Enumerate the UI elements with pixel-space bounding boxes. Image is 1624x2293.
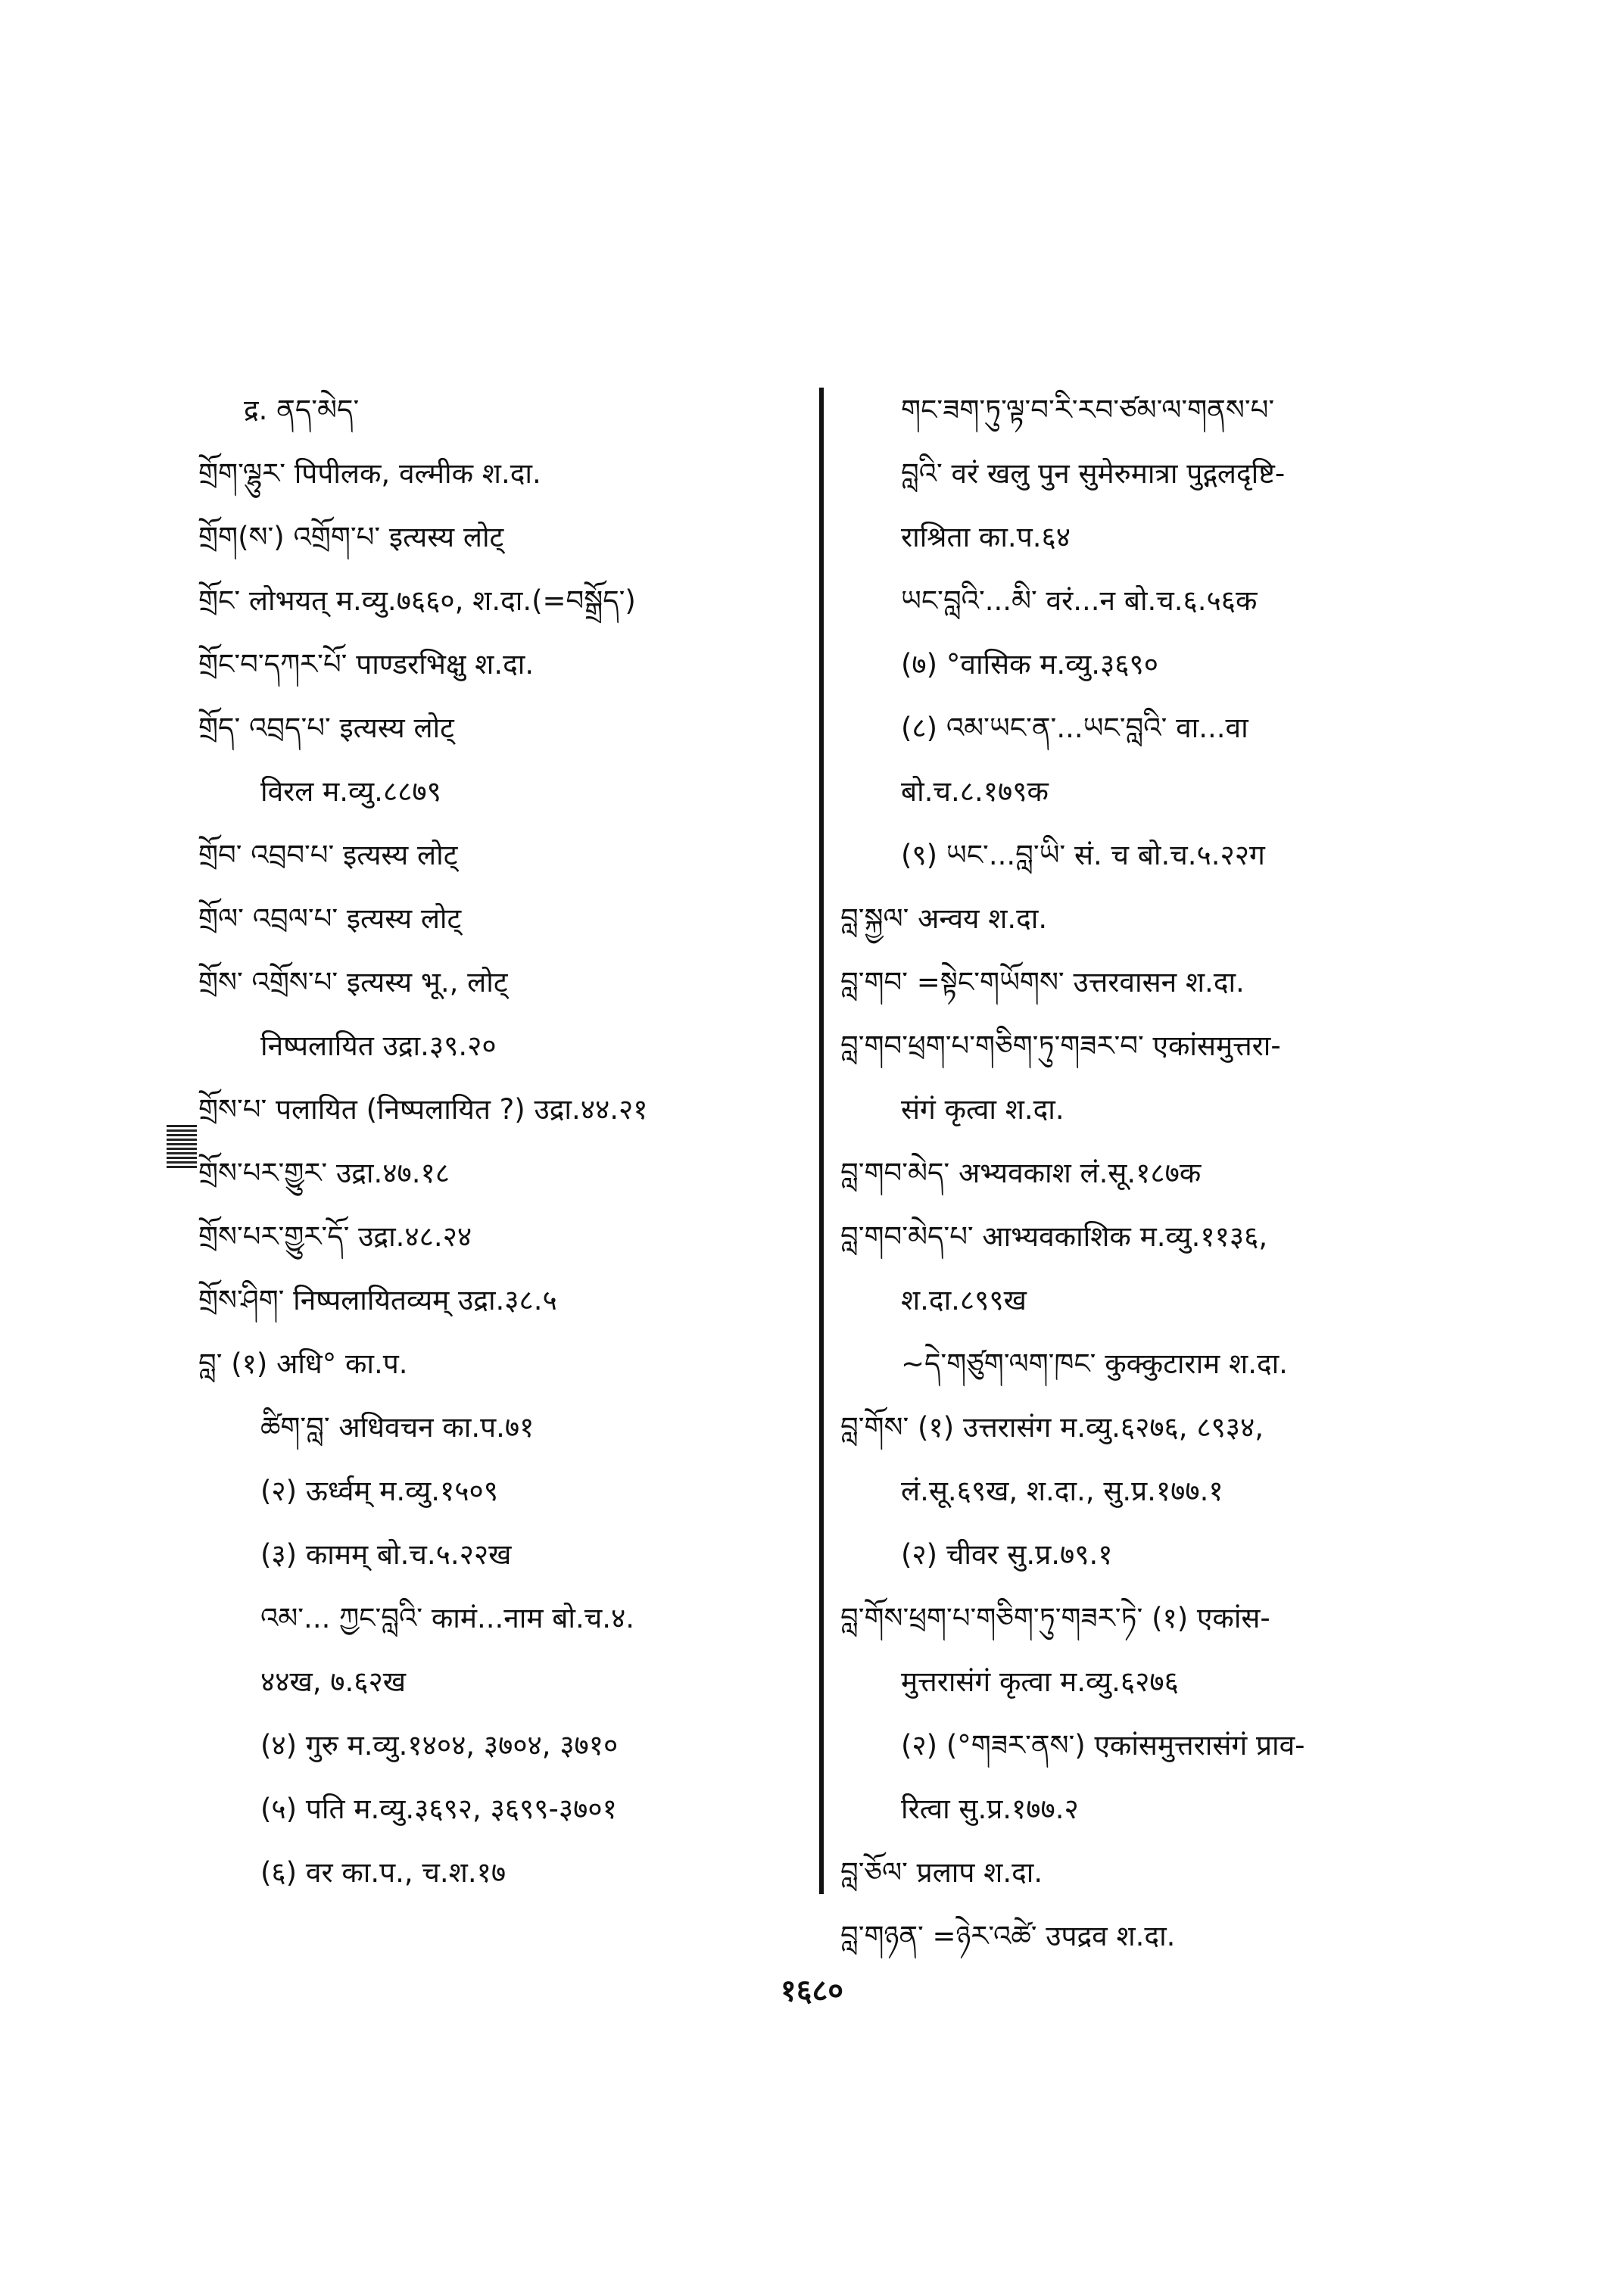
right-entry-line: བླ་གབ་ཕྲག་པ་གཅིག་ཏུ་གཟར་བ་ एकांसमुत्तरा- — [840, 1030, 1281, 1062]
right-entry-line: बो.च.८.१७९क — [901, 775, 1049, 808]
left-entry-line: (३) कामम् बो.च.५.२२ख — [260, 1538, 512, 1571]
right-entry-line: བླ་གཉན་ =ཉེར་འཚེ་ उपद्रव श.दा. — [840, 1920, 1176, 1952]
right-entry-line: मुत्तरासंगं कृत्वा म.व्यु.६२७६ — [901, 1665, 1179, 1698]
left-entry-line: གྲོལ་ འབྲལ་པ་ इत्यस्य लोट् — [198, 902, 462, 935]
column-divider — [819, 388, 824, 1894]
right-entry-line: གང་ཟག་ཏུ་ལྟ་བ་རི་རབ་ཙམ་ལ་གནས་པ་ — [901, 394, 1275, 426]
right-entry-line: ~དེ་གཙུག་ལག་ཁང་ कुक्कुटाराम श.दा. — [901, 1347, 1288, 1380]
left-entry-line: གྲོག(ས་) འགྲོག་པ་ इत्यस्य लोट् — [198, 521, 504, 553]
right-column — [840, 379, 1469, 1968]
left-entry-line: ཚིག་བླ་ अधिवचन का.प.७१ — [260, 1411, 535, 1444]
right-entry-line: लं.सू.६९ख, श.दा., सु.प्र.१७७.१ — [901, 1475, 1223, 1507]
left-entry-line: (२) ऊर्ध्वम् म.व्यु.१५०९ — [260, 1475, 499, 1507]
left-entry-line: (६) वर का.प., च.श.१७ — [260, 1856, 507, 1889]
left-entry-line: གྲོས་པར་གྱུར་ उद्रा.४७.१८ — [198, 1157, 450, 1189]
left-entry-line: འམ་... ཀྱང་བླའི་ कामं...नाम बो.च.४. — [260, 1602, 634, 1634]
right-entry-line: བླ་ཅོལ་ प्रलाप श.दा. — [840, 1856, 1043, 1889]
right-entry-line: བླ་གབ་ =སྟེང་གཡོགས་ उत्तरवासन श.दा. — [840, 966, 1245, 999]
left-entry-line: (५) पति म.व्यु.३६९२, ३६९९-३७०१ — [260, 1793, 617, 1825]
right-entry-line: བླ་གབ་མེད་པ་ आभ्यवकाशिक म.व्यु.११३६, — [840, 1220, 1268, 1253]
left-column — [198, 379, 804, 1905]
right-entry-line: राश्रिता का.प.६४ — [901, 521, 1071, 553]
right-entry-line: བླ་གབ་མེད་ अभ्यवकाश लं.सू.१८७क — [840, 1157, 1202, 1189]
right-entry-line: བླ་གོས་ཕྲག་པ་གཅིག་ཏུ་གཟར་ཏེ་ (१) एकांस- — [840, 1602, 1270, 1634]
right-entry-line: रित्वा सु.प्र.१७७.२ — [901, 1793, 1079, 1825]
left-entry-line: བླ་ (१) अधि° का.प. — [198, 1347, 408, 1380]
page-number: १६८० — [780, 1974, 844, 2008]
left-entry-line: གྲོང་ लोभयत् म.व्यु.७६६०, श.दा.(=བསྒྲོད་) — [198, 584, 636, 617]
right-entry-line: (८) འམ་ཡང་ན་...ཡང་བླའི་ वा...वा — [901, 712, 1248, 744]
right-entry-line: བླ་སྐྱལ་ अन्वय श.दा. — [840, 902, 1048, 935]
right-entry-line: (९) ཡང་...བླ་ཡི་ सं. च बो.च.५.२२ग — [901, 839, 1265, 871]
left-entry-line: (४) गुरु म.व्यु.१४०४, ३७०४, ३७१० — [260, 1729, 619, 1762]
left-entry-line: གྲོས་ཤིག་ निष्पलायितव्यम् उद्रा.३८.५ — [198, 1284, 557, 1316]
right-entry-line: संगं कृत्वा श.दा. — [901, 1093, 1064, 1126]
right-entry-line: श.दा.८९९ख — [901, 1284, 1027, 1316]
left-entry-line: ४४ख, ७.६२ख — [260, 1665, 407, 1698]
left-entry-line: གྲོས་ འགྲོས་པ་ इत्यस्य भू., लोट् — [198, 966, 508, 999]
right-entry-line: (२) चीवर सु.प्र.७९.१ — [901, 1538, 1113, 1571]
left-entry-line: विरल म.व्यु.८८७९ — [260, 775, 441, 808]
right-entry-line: བླ་གོས་ (१) उत्तरासंग म.व्यु.६२७६, ८९३४, — [840, 1411, 1264, 1444]
left-entry-line: གྲོང་བ་དཀར་པོ་ पाण्डरभिक्षु श.दा. — [198, 648, 535, 681]
left-entry-line: གྲོས་པར་གྱུར་དོ་ उद्रा.४८.२४ — [198, 1220, 472, 1253]
left-entry-line: निष्पलायित उद्रा.३९.२० — [260, 1030, 497, 1062]
left-entry-line: གྲོད་ འབྲད་པ་ इत्यस्य लोट् — [198, 712, 454, 744]
right-entry-line: བླའི་ वरं खलु पुन सुमेरुमात्रा पुद्गलदृष्टि- — [901, 457, 1286, 490]
right-entry-line: ཡང་བླའི་...མི་ वरं...न बो.च.६.५६क — [901, 584, 1258, 617]
left-entry-line: द्र. ནད་མེད་ — [244, 394, 360, 426]
left-entry-line: གྲོག་ལྷུར་ पिपीलक, वल्मीक श.दा. — [198, 457, 541, 490]
right-entry-line: (२) (°གཟར་ནས་) एकांसमुत्तरासंगं प्राव- — [901, 1729, 1305, 1762]
margin-mark — [167, 1125, 197, 1170]
right-entry-line: (७) °वासिक म.व्यु.३६९० — [901, 648, 1159, 681]
left-entry-line: གྲོས་པ་ पलायित (निष्पलायित ?) उद्रा.४४.२१ — [198, 1093, 648, 1126]
left-entry-line: གྲོབ་ འབྲབ་པ་ इत्यस्य लोट् — [198, 839, 458, 871]
